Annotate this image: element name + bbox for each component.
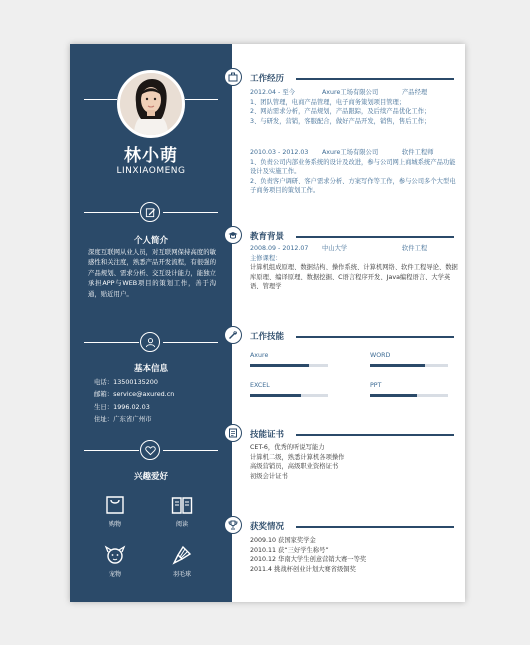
hobby-label: 羽毛球: [172, 571, 191, 578]
address-text: 住址：广东省广州市: [94, 414, 152, 423]
school-name: 中山大学: [322, 245, 348, 252]
awards-title: 获奖情况: [250, 522, 285, 532]
hobby-label: 购物: [108, 521, 121, 528]
cert-item: 计算机二级，熟悉计算机各项操作: [250, 453, 345, 461]
award-item: 2011.4 挑战杯创业计划大赛省级铜奖: [250, 565, 356, 573]
info-heading: 基本信息: [133, 364, 168, 374]
graduation-cap-icon: [224, 226, 242, 244]
courses-label: 主修课程：: [250, 254, 282, 262]
job-company: Axure工场有限公司: [322, 89, 379, 96]
skill-bar: [370, 394, 448, 397]
edit-icon: [140, 202, 160, 222]
job-2: [250, 148, 458, 196]
divider: [185, 99, 218, 100]
skill-item: [370, 352, 448, 367]
job-1-header: [250, 88, 458, 98]
job-period: 2012.04 - 至今: [250, 89, 295, 96]
skill-item: [250, 382, 328, 397]
award-item: 2009.10 获国家奖学金: [250, 537, 316, 544]
education-period: 2008.09 - 2012.07: [250, 245, 309, 252]
award-item: 2010.11 获“三好学生称号”: [250, 546, 329, 554]
courses-text: 计算机组成原理、数据结构、操作系统、计算机网络、软件工程导论、数据库原理、编译原理、数据挖掘、C语言程序开发、Java编程语言、大学英语、管理学: [250, 264, 458, 291]
certs-title: 技能证书: [250, 430, 285, 440]
job-duty: 2、负责客户调研、客户需求分析、方案写作等工作，参与公司多个大型电子商务项目的策划工作。: [250, 177, 456, 195]
cert-item: CET-6，优秀的听说写能力: [250, 444, 325, 451]
user-icon: [140, 332, 160, 352]
job-period: 2010.03 - 2012.03: [250, 149, 309, 156]
trophy-icon: [224, 516, 242, 534]
email-text: 邮箱：service@axured.cn: [94, 390, 175, 399]
intro-text: 深度互联网从业人员，对互联网保持高度的敏感性和关注度，熟悉产品开发流程，有很强的产品规划、需求分析、交互设计能力，能独立承担APP与WEB项目的策划工作，善于沟通，贴近用户。: [88, 248, 216, 298]
main-content: [232, 44, 465, 602]
heart-icon: [140, 440, 160, 460]
skill-bar-fill: [250, 394, 301, 397]
job-duty: 1、团队管理，电商产品管理，电子商务策划项目管理；: [250, 98, 406, 106]
cert-item: 初级会计证书: [250, 472, 288, 480]
wrench-icon: [224, 326, 242, 344]
divider: [163, 212, 218, 213]
awards-list: [250, 536, 458, 574]
skill-name: Axure: [250, 352, 269, 359]
pet-icon: [104, 544, 126, 566]
hobby-shopping: [95, 494, 135, 528]
title-rule: [296, 434, 454, 436]
job-duty: 2、网站需求分析，产品规划，产品跟踪，及后续产品优化工作；: [250, 108, 431, 116]
title-rule: [296, 526, 454, 528]
major-name: 软件工程: [402, 245, 428, 252]
skill-name: PPT: [370, 382, 382, 389]
person-name: 林小萌: [124, 146, 178, 166]
hobby-label: 宠物: [108, 571, 121, 578]
skill-bar: [250, 394, 328, 397]
title-rule: [296, 336, 454, 338]
divider: [163, 450, 218, 451]
avatar: [117, 70, 185, 138]
job-2-header: [250, 148, 458, 158]
skill-bar-fill: [370, 364, 425, 367]
work-title: 工作经历: [250, 74, 285, 84]
cert-item: 高级营销员，高级职业资格证书: [250, 463, 339, 471]
divider: [84, 212, 139, 213]
title-rule: [296, 78, 454, 80]
skill-name: WORD: [370, 352, 391, 359]
job-company: Axure工场有限公司: [322, 149, 379, 156]
hobby-label: 阅读: [175, 521, 188, 528]
divider: [84, 450, 139, 451]
hobby-reading: [162, 494, 202, 528]
divider: [84, 99, 117, 100]
award-item: 2010.12 华南大学生创意营销大赛一等奖: [250, 556, 367, 564]
resume-page: [70, 44, 465, 602]
education-title: 教育背景: [250, 232, 285, 242]
skill-item: [250, 352, 328, 367]
education-header: [250, 244, 458, 254]
job-1: [250, 88, 458, 126]
divider: [163, 342, 218, 343]
skill-bar-fill: [370, 394, 417, 397]
intro-heading: 个人简介: [133, 236, 168, 246]
skill-bar-fill: [250, 364, 309, 367]
certificate-icon: [224, 424, 242, 442]
hobby-pets: [95, 544, 135, 578]
hobbies-heading: 兴趣爱好: [133, 472, 168, 482]
info-list: [94, 376, 224, 425]
phone-text: 电话：13500135200: [94, 378, 158, 386]
certs-list: [250, 443, 458, 481]
skill-bar: [370, 364, 448, 367]
skill-item: [370, 382, 448, 397]
title-rule: [296, 236, 454, 238]
hobby-badminton: [162, 544, 202, 578]
birth-text: 生日：1996.02.03: [94, 402, 150, 411]
person-name-pinyin: LINXIAOMENG: [116, 166, 186, 176]
job-role: 产品经理: [402, 89, 428, 96]
briefcase-icon: [224, 68, 242, 86]
shopping-bag-icon: [104, 494, 126, 516]
skill-name: EXCEL: [250, 382, 270, 389]
shuttlecock-icon: [171, 544, 193, 566]
divider: [84, 342, 139, 343]
education-block: [250, 244, 458, 292]
sidebar: [70, 44, 232, 602]
skills-title: 工作技能: [250, 332, 285, 342]
job-role: 软件工程师: [402, 149, 434, 156]
book-icon: [171, 494, 193, 516]
job-duty: 1、负责公司内部业务系统的设计及改进，参与公司网上商城系统产品功能设计及实施工作。: [250, 158, 456, 176]
job-duty: 3、与研发，营销，客服配合，做好产品开发，销售，售后工作；: [250, 117, 431, 125]
skill-bar: [250, 364, 328, 367]
